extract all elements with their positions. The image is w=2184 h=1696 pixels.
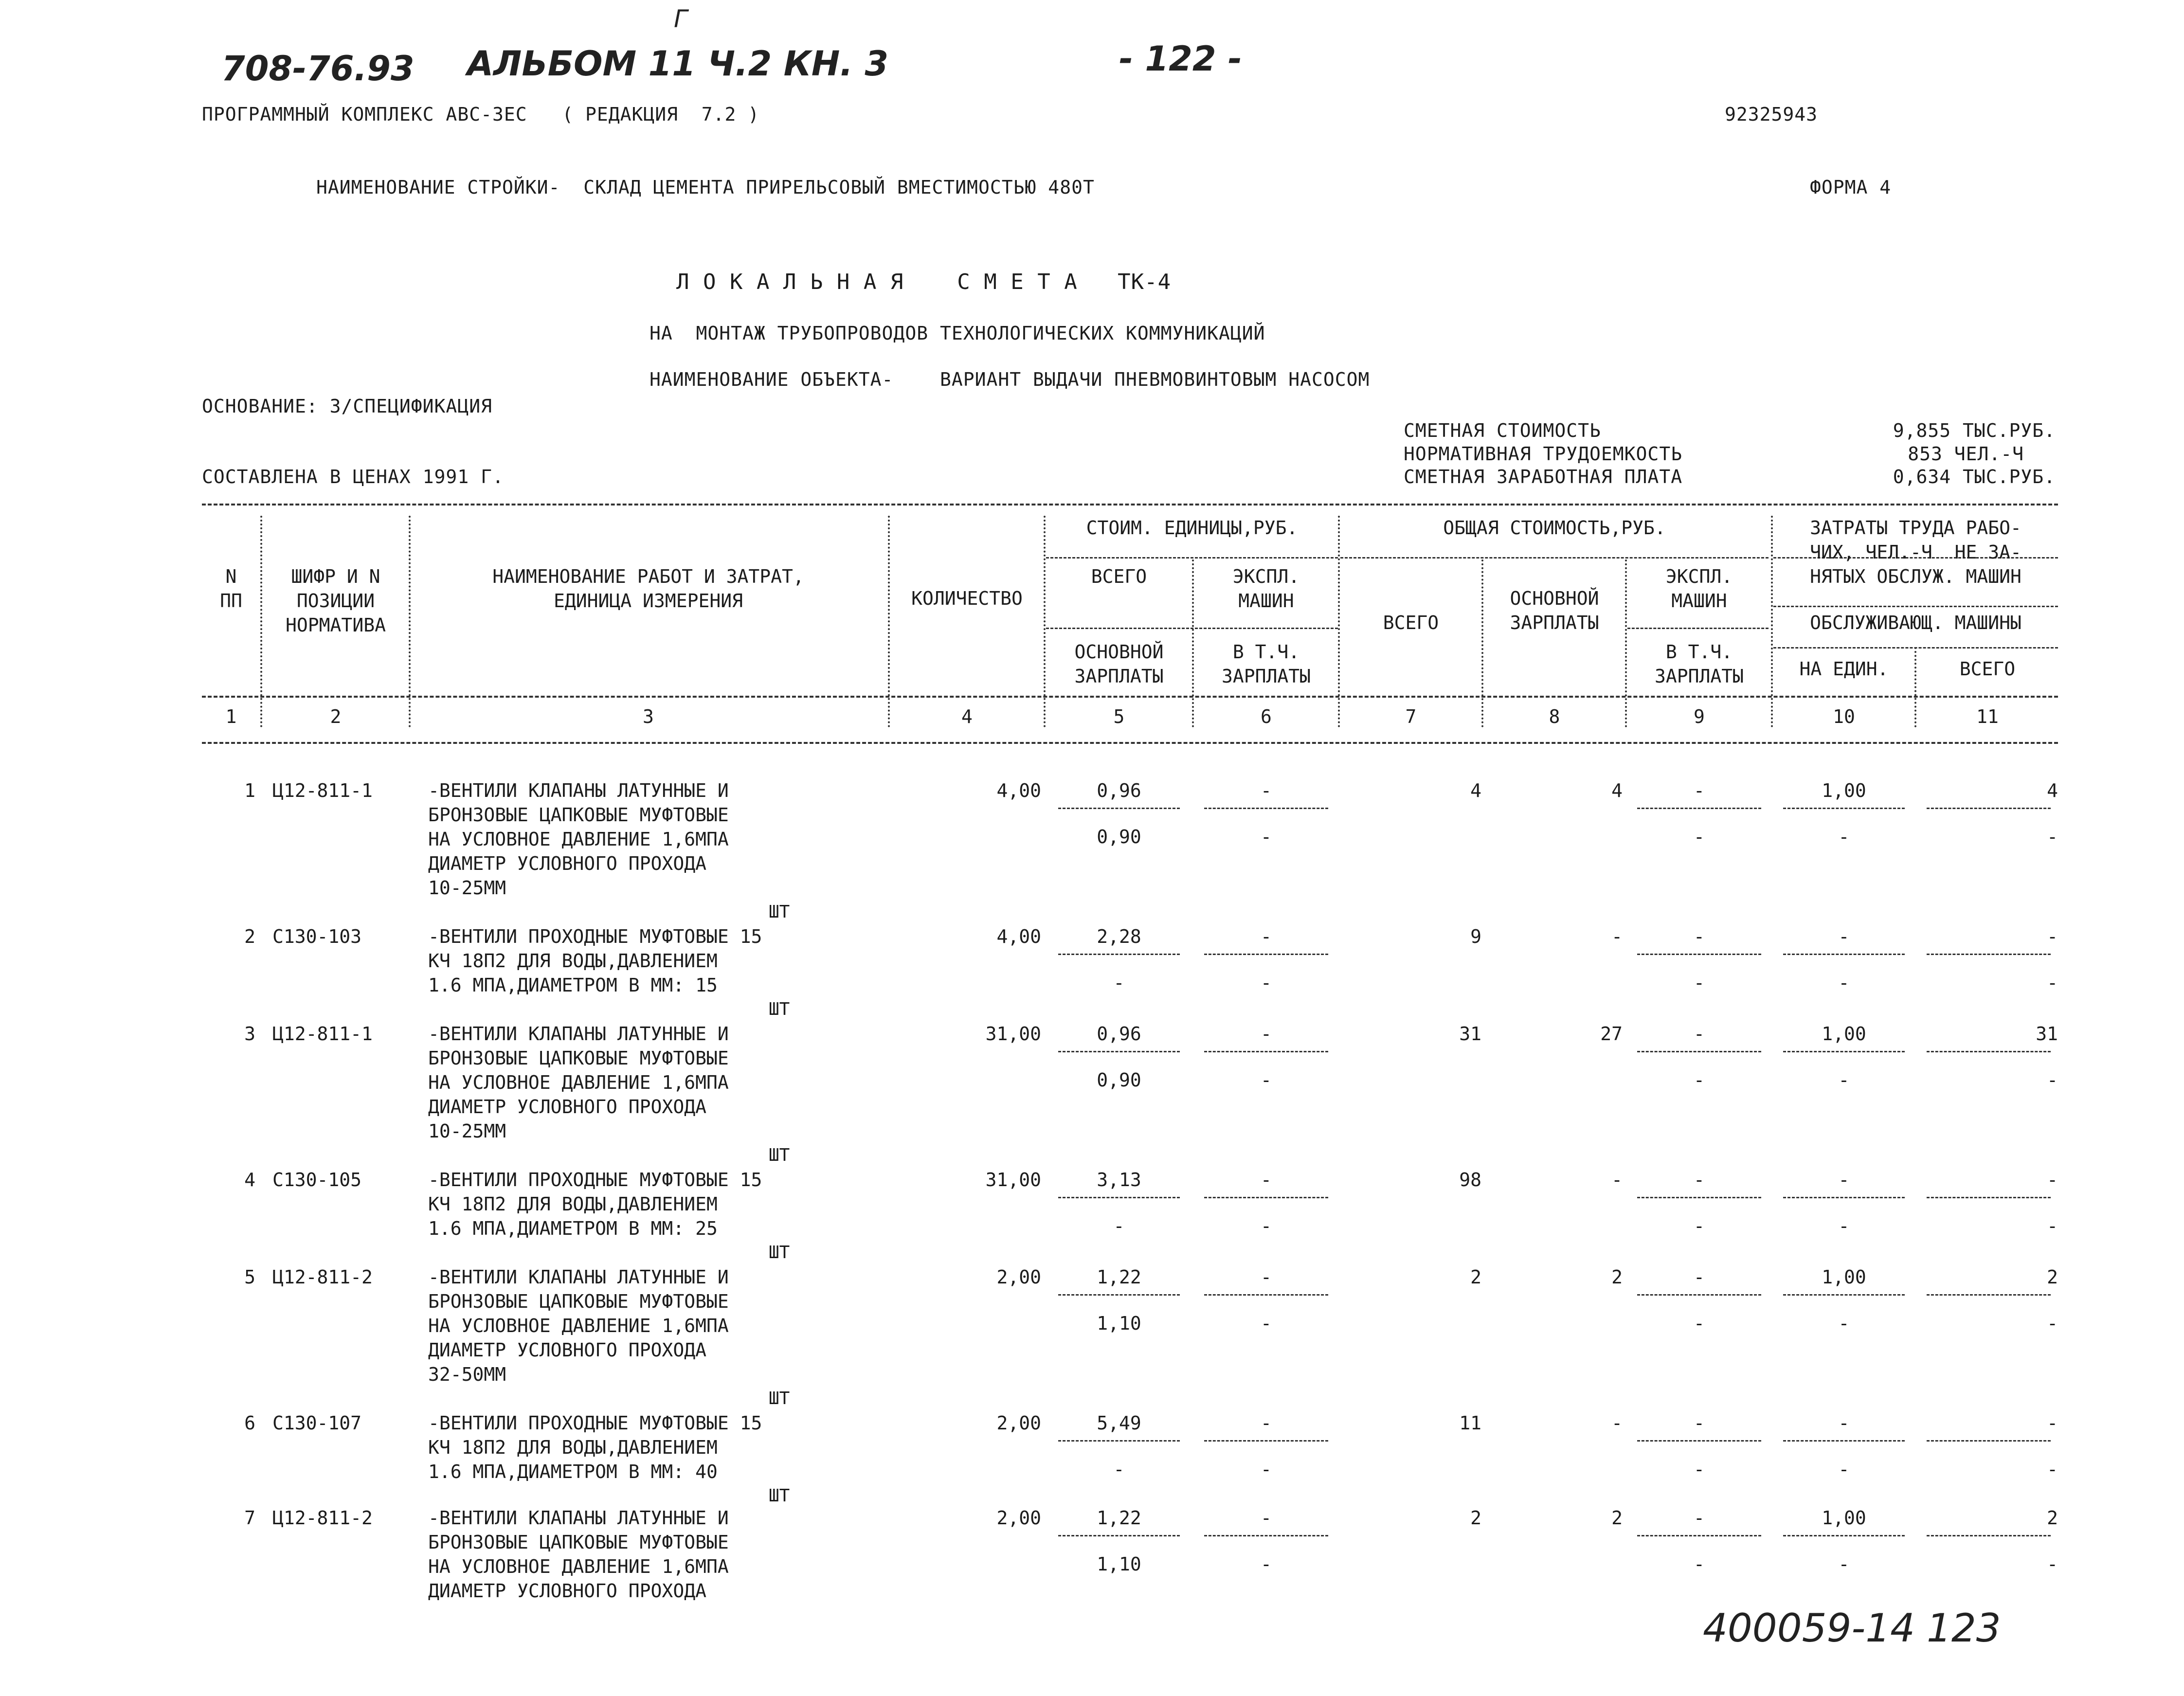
row-total: 31 — [1459, 1023, 1481, 1045]
row-base-salary: - — [1611, 1169, 1623, 1191]
summary-label-1: НОРМАТИВНАЯ ТРУДОЕМКОСТЬ — [1404, 443, 1683, 465]
row-machine-cost: - — [1694, 1507, 1705, 1529]
row-quantity: 2,00 — [996, 1507, 1041, 1529]
row-number: 1 — [244, 780, 255, 801]
row-quantity: 2,00 — [996, 1412, 1041, 1434]
row-number: 6 — [244, 1412, 255, 1434]
row-quantity: 31,00 — [985, 1169, 1041, 1191]
row-labor-per-unit: - — [1838, 1169, 1850, 1191]
row-number: 4 — [244, 1169, 255, 1191]
unit-cost-rule — [1058, 1440, 1180, 1442]
row-unit-machine: - — [1261, 1266, 1272, 1288]
col-sep-7 — [1481, 559, 1483, 727]
row-total: 2 — [1470, 1507, 1481, 1529]
labor-per-unit-rule — [1783, 1535, 1905, 1536]
col-number-6: 6 — [1261, 706, 1272, 727]
row-labor-total: 4 — [2047, 780, 2058, 801]
row-number: 3 — [244, 1023, 255, 1045]
row-labor-per-unit: 1,00 — [1822, 780, 1866, 801]
row-labor-serv-unit: - — [1838, 1553, 1850, 1575]
row-unit-machine: - — [1261, 1023, 1272, 1045]
row-base-salary: - — [1611, 926, 1623, 947]
row-labor-total: - — [2047, 1412, 2058, 1434]
program-line: ПРОГРАММНЫЙ КОМПЛЕКС АВС-3ЕС ( РЕДАКЦИЯ 7.2 ) — [202, 104, 760, 125]
row-unit: ШТ — [769, 1389, 790, 1408]
row-number: 5 — [244, 1266, 255, 1288]
row-description: -ВЕНТИЛИ КЛАПАНЫ ЛАТУННЫЕ И БРОНЗОВЫЕ ЦАПКОВЫЕ МУФТОВЫЕ НА УСЛОВНОЕ ДАВЛЕНИЕ 1,6МПА ДИАМЕТР УСЛОВНОГО ПРОХОДА 32-50ММ — [428, 1266, 729, 1385]
row-description: -ВЕНТИЛИ КЛАПАНЫ ЛАТУННЫЕ И БРОНЗОВЫЕ ЦАПКОВЫЕ МУФТОВЫЕ НА УСЛОВНОЕ ДАВЛЕНИЕ 1,6МПА ДИАМЕТР УСЛОВНОГО ПРОХОДА — [428, 1507, 729, 1602]
form-number: ФОРМА 4 — [1810, 177, 1892, 198]
unit-cost-rule — [1058, 1051, 1180, 1052]
row-labor-serv-total: - — [2047, 1069, 2058, 1091]
row-machine-salary: - — [1694, 1313, 1705, 1334]
col-header-labor: ЗАТРАТЫ ТРУДА РАБО- ЧИХ, ЧЕЛ.-Ч НЕ ЗА- НЯТЫХ ОБСЛУЖ. МАШИН — [1810, 517, 2022, 587]
row-machine-salary: - — [1694, 826, 1705, 848]
machine-cost-rule — [1637, 1051, 1761, 1052]
object-name: НАИМЕНОВАНИЕ ОБЪЕКТА- ВАРИАНТ ВЫДАЧИ ПНЕВМОВИНТОВЫМ НАСОСОМ — [650, 369, 1370, 390]
machine-cost-rule — [1637, 1294, 1761, 1296]
document-code: 92325943 — [1725, 104, 1818, 125]
row-code: Ц12-811-2 — [272, 1266, 373, 1288]
row-labor-total: 2 — [2047, 1266, 2058, 1288]
row-unit-base-salary: - — [1113, 1215, 1125, 1237]
machine-rule — [1204, 1440, 1328, 1442]
row-base-salary: - — [1611, 1412, 1623, 1434]
row-code: Ц12-811-1 — [272, 780, 373, 801]
summary-label-2: СМЕТНАЯ ЗАРАБОТНАЯ ПЛАТА — [1404, 466, 1683, 487]
row-base-salary: 2 — [1611, 1266, 1623, 1288]
machine-subrule — [1627, 628, 1769, 629]
machine-cost-rule — [1637, 1197, 1761, 1198]
machine-rule — [1204, 808, 1328, 809]
col-number-2: 2 — [330, 706, 342, 727]
estimate-title: Л О К А Л Ь Н А Я С М Е Т А ТК-4 — [676, 270, 1172, 294]
col-header-name: НАИМЕНОВАНИЕ РАБОТ И ЗАТРАТ, ЕДИНИЦА ИЗМЕРЕНИЯ — [492, 566, 804, 612]
labor-total-rule — [1927, 1051, 2051, 1052]
row-quantity: 31,00 — [985, 1023, 1041, 1045]
row-unit: ШТ — [769, 1145, 790, 1165]
header-bottom-rule — [202, 696, 2058, 698]
row-machine-salary: - — [1694, 972, 1705, 993]
row-machine-salary: - — [1694, 1069, 1705, 1091]
handwritten-album: АЛЬБОМ 11 Ч.2 КН. 3 — [467, 44, 889, 84]
row-unit-total: 0,96 — [1097, 1023, 1141, 1045]
row-total: 2 — [1470, 1266, 1481, 1288]
row-unit-base-salary: 0,90 — [1097, 826, 1141, 848]
labor-subrule-3 — [1773, 647, 2058, 649]
col-number-10: 10 — [1833, 706, 1855, 727]
row-machine-cost: - — [1694, 780, 1705, 801]
col-number-9: 9 — [1694, 706, 1705, 727]
row-base-salary: 4 — [1611, 780, 1623, 801]
labor-total-rule — [1927, 1440, 2051, 1442]
labor-per-unit-rule — [1783, 954, 1905, 955]
labor-total-rule — [1927, 954, 2051, 955]
row-labor-serv-total: - — [2047, 1553, 2058, 1575]
col-header-labor-2: ОБСЛУЖИВАЮЩ. МАШИНЫ — [1810, 612, 2022, 633]
row-machine-salary: - — [1694, 1459, 1705, 1480]
machine-rule — [1204, 954, 1328, 955]
row-total: 98 — [1459, 1169, 1481, 1191]
row-labor-per-unit: 1,00 — [1822, 1507, 1866, 1529]
row-description: -ВЕНТИЛИ ПРОХОДНЫЕ МУФТОВЫЕ 15 КЧ 18П2 ДЛЯ ВОДЫ,ДАВЛЕНИЕМ 1.6 МПА,ДИАМЕТРОМ В ММ: 15 — [428, 926, 762, 996]
row-machine-cost: - — [1694, 1023, 1705, 1045]
col-number-4: 4 — [961, 706, 973, 727]
row-unit-total: 1,22 — [1097, 1266, 1141, 1288]
row-unit-base-salary: - — [1113, 972, 1125, 993]
col-number-5: 5 — [1113, 706, 1125, 727]
col-header-machine: ЭКСПЛ. МАШИН — [1232, 566, 1300, 612]
row-unit-machine: - — [1261, 1169, 1272, 1191]
row-unit-incl-salary: - — [1261, 972, 1272, 993]
row-unit-total: 1,22 — [1097, 1507, 1141, 1529]
row-labor-serv-unit: - — [1838, 1069, 1850, 1091]
col-header-unit-cost: СТОИМ. ЕДИНИЦЫ,РУБ. — [1086, 517, 1298, 539]
col-number-3: 3 — [643, 706, 654, 727]
machine-rule — [1204, 1197, 1328, 1198]
col-header-total-all: ВСЕГО — [1383, 612, 1439, 633]
machine-cost-rule — [1637, 1535, 1761, 1536]
unit-cost-rule — [1058, 954, 1180, 955]
row-unit-incl-salary: - — [1261, 1215, 1272, 1237]
row-unit: ШТ — [769, 1486, 790, 1506]
labor-per-unit-rule — [1783, 1197, 1905, 1198]
estimate-subject: НА МОНТАЖ ТРУБОПРОВОДОВ ТЕХНОЛОГИЧЕСКИХ КОММУНИКАЦИЙ — [650, 323, 1265, 344]
row-machine-salary: - — [1694, 1553, 1705, 1575]
col-header-n: N ПП — [220, 566, 242, 612]
machine-cost-rule — [1637, 808, 1761, 809]
row-labor-per-unit: - — [1838, 926, 1850, 947]
handwritten-stamp: 400059-14 — [1703, 1606, 1915, 1651]
row-description: -ВЕНТИЛИ ПРОХОДНЫЕ МУФТОВЫЕ 15 КЧ 18П2 ДЛЯ ВОДЫ,ДАВЛЕНИЕМ 1.6 МПА,ДИАМЕТРОМ В ММ: 25 — [428, 1169, 762, 1239]
total-cost-subrule — [1340, 557, 1769, 559]
row-code: С130-107 — [272, 1412, 362, 1434]
row-labor-total: - — [2047, 1169, 2058, 1191]
row-unit-incl-salary: - — [1261, 1313, 1272, 1334]
row-number: 2 — [244, 926, 255, 947]
row-unit-incl-salary: - — [1261, 1459, 1272, 1480]
row-quantity: 4,00 — [996, 926, 1041, 947]
row-unit-total: 5,49 — [1097, 1412, 1141, 1434]
machine-rule — [1204, 1051, 1328, 1052]
row-quantity: 4,00 — [996, 780, 1041, 801]
row-labor-serv-total: - — [2047, 1459, 2058, 1480]
row-unit-machine: - — [1261, 1507, 1272, 1529]
labor-total-rule — [1927, 808, 2051, 809]
handwritten-mark: Г — [674, 5, 687, 33]
row-labor-per-unit: 1,00 — [1822, 1266, 1866, 1288]
summary-value-1: 853 ЧЕЛ.-Ч — [1908, 443, 2024, 465]
row-machine-cost: - — [1694, 926, 1705, 947]
row-labor-serv-unit: - — [1838, 972, 1850, 993]
row-unit: ШТ — [769, 999, 790, 1019]
row-labor-per-unit: 1,00 — [1822, 1023, 1866, 1045]
row-labor-serv-unit: - — [1838, 826, 1850, 848]
row-base-salary: 27 — [1600, 1023, 1623, 1045]
row-machine-cost: - — [1694, 1412, 1705, 1434]
labor-total-rule — [1927, 1535, 2051, 1536]
row-labor-serv-total: - — [2047, 1313, 2058, 1334]
col-number-7: 7 — [1405, 706, 1417, 727]
labor-per-unit-rule — [1783, 1440, 1905, 1442]
unit-cost-rule — [1058, 1294, 1180, 1296]
labor-subrule-2 — [1773, 606, 2058, 607]
row-description: -ВЕНТИЛИ ПРОХОДНЫЕ МУФТОВЫЕ 15 КЧ 18П2 ДЛЯ ВОДЫ,ДАВЛЕНИЕМ 1.6 МПА,ДИАМЕТРОМ В ММ: 40 — [428, 1412, 762, 1482]
col-sep-8 — [1625, 559, 1627, 727]
labor-per-unit-rule — [1783, 1294, 1905, 1296]
row-total: 4 — [1470, 780, 1481, 801]
row-labor-per-unit: - — [1838, 1412, 1850, 1434]
row-code: С130-105 — [272, 1169, 362, 1191]
col-number-1: 1 — [225, 706, 237, 727]
col-header-qty: КОЛИЧЕСТВО — [911, 588, 1023, 609]
unit-cost-rule — [1058, 1535, 1180, 1536]
row-unit-base-salary: 1,10 — [1097, 1553, 1141, 1575]
row-number: 7 — [244, 1507, 255, 1529]
summary-label-0: СМЕТНАЯ СТОИМОСТЬ — [1404, 420, 1601, 441]
handwritten-page-number: - 122 - — [1119, 39, 1242, 79]
row-description: -ВЕНТИЛИ КЛАПАНЫ ЛАТУННЫЕ И БРОНЗОВЫЕ ЦАПКОВЫЕ МУФТОВЫЕ НА УСЛОВНОЕ ДАВЛЕНИЕ 1,6МПА ДИАМЕТР УСЛОВНОГО ПРОХОДА 10-25ММ — [428, 780, 729, 899]
row-unit: ШТ — [769, 902, 790, 922]
row-labor-total: 2 — [2047, 1507, 2058, 1529]
basis: ОСНОВАНИЕ: З/СПЕЦИФИКАЦИЯ — [202, 396, 492, 417]
table-top-rule — [202, 504, 2058, 505]
col-header-code: ШИФР И N ПОЗИЦИИ НОРМАТИВА — [286, 566, 386, 636]
construction-name: НАИМЕНОВАНИЕ СТРОЙКИ- СКЛАД ЦЕМЕНТА ПРИРЕЛЬСОВЫЙ ВМЕСТИМОСТЬЮ 480Т — [316, 177, 1095, 198]
col-header-total-cost: ОБЩАЯ СТОИМОСТЬ,РУБ. — [1443, 517, 1666, 539]
row-unit: ШТ — [769, 1243, 790, 1263]
numbers-bottom-rule — [202, 742, 2058, 744]
row-unit-incl-salary: - — [1261, 826, 1272, 848]
row-unit-incl-salary: - — [1261, 1069, 1272, 1091]
row-labor-serv-total: - — [2047, 972, 2058, 993]
machine-cost-rule — [1637, 1440, 1761, 1442]
unit-cost-rule — [1058, 808, 1180, 809]
summary-value-0: 9,855 ТЫС.РУБ. — [1893, 420, 2056, 441]
col-sep-5 — [1192, 559, 1194, 727]
handwritten-doc-number: 708-76.93 — [221, 49, 415, 89]
row-description: -ВЕНТИЛИ КЛАПАНЫ ЛАТУННЫЕ И БРОНЗОВЫЕ ЦАПКОВЫЕ МУФТОВЫЕ НА УСЛОВНОЕ ДАВЛЕНИЕ 1,6МПА ДИАМЕТР УСЛОВНОГО ПРОХОДА 10-25ММ — [428, 1023, 729, 1142]
row-unit-base-salary: 1,10 — [1097, 1313, 1141, 1334]
row-labor-total: 31 — [2036, 1023, 2058, 1045]
row-labor-total: - — [2047, 926, 2058, 947]
row-unit-incl-salary: - — [1261, 1553, 1272, 1575]
col-header-per-unit: НА ЕДИН. — [1799, 658, 1889, 680]
row-unit-machine: - — [1261, 926, 1272, 947]
summary-value-2: 0,634 ТЫС.РУБ. — [1893, 466, 2056, 487]
labor-total-rule — [1927, 1197, 2051, 1198]
row-unit-base-salary: 0,90 — [1097, 1069, 1141, 1091]
unit-cost-subrule — [1046, 557, 1338, 559]
labor-per-unit-rule — [1783, 1051, 1905, 1052]
row-unit-machine: - — [1261, 780, 1272, 801]
prices-year: СОСТАВЛЕНА В ЦЕНАХ 1991 Г. — [202, 466, 504, 487]
row-machine-salary: - — [1694, 1215, 1705, 1237]
row-unit-machine: - — [1261, 1412, 1272, 1434]
row-labor-serv-unit: - — [1838, 1459, 1850, 1480]
row-unit-total: 2,28 — [1097, 926, 1141, 947]
row-labor-serv-total: - — [2047, 826, 2058, 848]
row-machine-cost: - — [1694, 1169, 1705, 1191]
col-header-machine-2: ЭКСПЛ. МАШИН — [1665, 566, 1733, 612]
row-machine-cost: - — [1694, 1266, 1705, 1288]
col-number-8: 8 — [1549, 706, 1560, 727]
col-number-11: 11 — [1976, 706, 1999, 727]
row-code: С130-103 — [272, 926, 362, 947]
row-unit-total: 3,13 — [1097, 1169, 1141, 1191]
row-labor-serv-unit: - — [1838, 1313, 1850, 1334]
row-base-salary: 2 — [1611, 1507, 1623, 1529]
col-sep-10 — [1914, 647, 1916, 727]
row-labor-serv-unit: - — [1838, 1215, 1850, 1237]
machine-rule — [1204, 1294, 1328, 1296]
unit-cost-rule — [1058, 1197, 1180, 1198]
row-code: Ц12-811-2 — [272, 1507, 373, 1529]
col-header-incl-salary-2: В Т.Ч. ЗАРПЛАТЫ — [1654, 641, 1744, 687]
unit-cost-subrule-2 — [1046, 628, 1338, 629]
col-header-incl-salary: В Т.Ч. ЗАРПЛАТЫ — [1221, 641, 1311, 687]
col-header-total: ВСЕГО — [1091, 566, 1147, 587]
row-total: 11 — [1459, 1412, 1481, 1434]
col-header-base-salary: ОСНОВНОЙ ЗАРПЛАТЫ — [1074, 641, 1164, 687]
col-header-base-salary-2: ОСНОВНОЙ ЗАРПЛАТЫ — [1510, 588, 1599, 633]
row-quantity: 2,00 — [996, 1266, 1041, 1288]
row-total: 9 — [1470, 926, 1481, 947]
row-unit-base-salary: - — [1113, 1459, 1125, 1480]
machine-cost-rule — [1637, 954, 1761, 955]
row-code: Ц12-811-1 — [272, 1023, 373, 1045]
handwritten-stamp-page: 123 — [1927, 1606, 2001, 1651]
row-unit-total: 0,96 — [1097, 780, 1141, 801]
labor-total-rule — [1927, 1294, 2051, 1296]
col-header-all: ВСЕГО — [1959, 658, 2016, 680]
machine-rule — [1204, 1535, 1328, 1536]
row-labor-serv-total: - — [2047, 1215, 2058, 1237]
labor-per-unit-rule — [1783, 808, 1905, 809]
